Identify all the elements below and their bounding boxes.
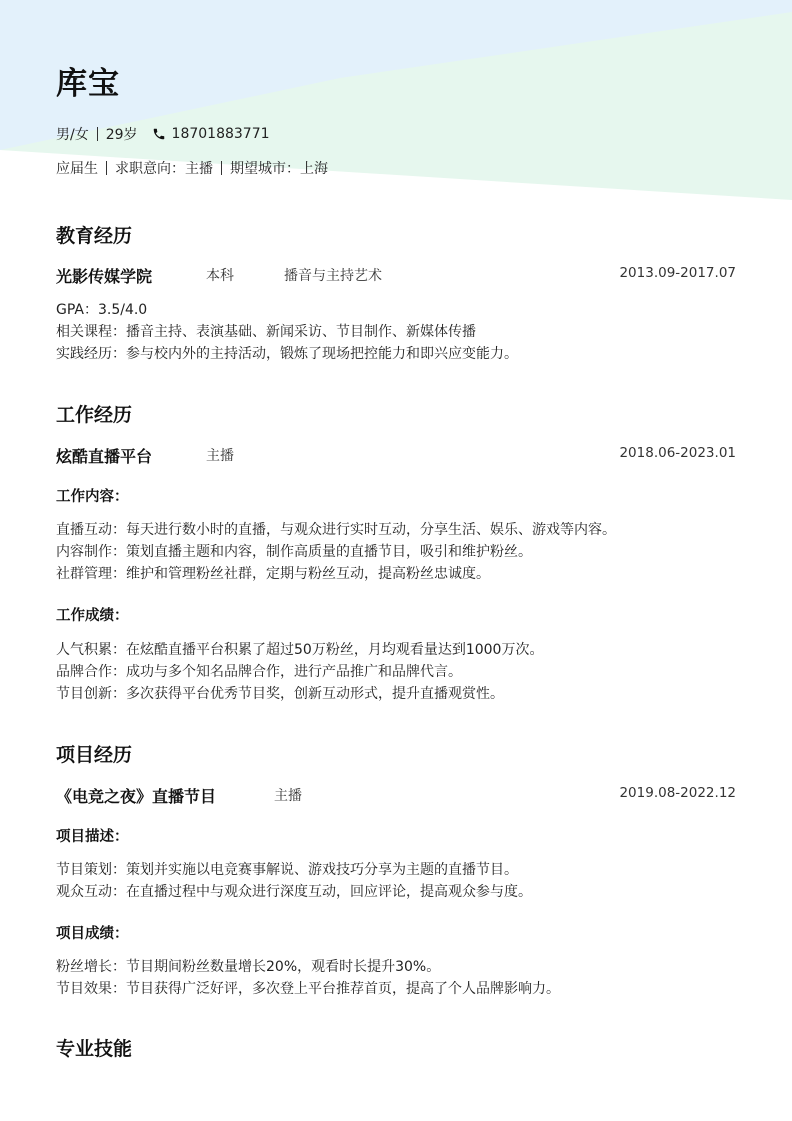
education-line: GPA：3.5/4.0 [56,302,148,318]
skills-section-title: 专业技能 [56,1038,133,1060]
phone-icon [152,127,166,141]
work-content-list [56,519,736,585]
project-name: 《电竞之夜》直播节目 [56,787,217,806]
phone-number: 18701883771 [171,126,270,142]
company-name: 炫酷直播平台 [56,447,153,466]
work-achievement-heading: 工作成绩： [56,608,129,624]
candidate-name: 库宝 [56,66,120,102]
basic-info-line [56,124,270,144]
project-description-heading: 项目描述： [56,829,129,845]
school-name: 光影传媒学院 [56,267,153,286]
work-content-line: 直播互动：每天进行数小时的直播，与观众进行实时互动，分享生活、娱乐、游戏等内容。 [56,522,616,538]
project-achievement-line: 粉丝增长：节目期间粉丝数量增长20%，观看时长提升30%。 [56,959,441,975]
major: 播音与主持艺术 [284,268,382,284]
education-line: 实践经历：参与校内外的主持活动，锻炼了现场把控能力和即兴应变能力。 [56,346,518,362]
project-achievement-list [56,956,736,1000]
project-section-title: 项目经历 [56,744,133,766]
project-entry-header [56,784,736,806]
work-achievement-line: 节目创新：多次获得平台优秀节目奖，创新互动形式，提升直播观赏性。 [56,686,504,702]
project-achievement-heading: 项目成绩： [56,926,129,942]
project-achievement-line: 节目效果：节目获得广泛好评，多次登上平台推荐首页，提高了个人品牌影响力。 [56,981,560,997]
work-achievement-line: 人气积累：在炫酷直播平台积累了超过50万粉丝，月均观看量达到1000万次。 [56,642,544,658]
work-section-title: 工作经历 [56,404,133,426]
gender: 男/女 [56,127,89,143]
job-intent: 求职意向：主播 [115,161,213,177]
project-description-line: 节目策划：策划并实施以电竞赛事解说、游戏技巧分享为主题的直播节目。 [56,862,518,878]
work-content-line: 社群管理：维护和管理粉丝社群，定期与粉丝互动，提高粉丝忠诚度。 [56,566,490,582]
education-section-title: 教育经历 [56,225,133,247]
work-date: 2018.06-2023.01 [619,445,736,461]
divider [97,127,98,141]
work-entry-header [56,444,736,466]
education-line: 相关课程：播音主持、表演基础、新闻采访、节目制作、新媒体传播 [56,324,476,340]
candidate-status: 应届生 [56,161,98,177]
education-details [56,299,736,365]
project-date: 2019.08-2022.12 [619,785,736,801]
work-content-line: 内容制作：策划直播主题和内容，制作高质量的直播节目，吸引和维护粉丝。 [56,544,532,560]
work-achievement-line: 品牌合作：成功与多个知名品牌合作，进行产品推广和品牌代言。 [56,664,462,680]
degree: 本科 [206,268,234,284]
divider [106,161,107,175]
divider [221,161,222,175]
work-content-heading: 工作内容： [56,489,129,505]
age: 29岁 [105,127,138,143]
education-date: 2013.09-2017.07 [619,265,736,281]
project-description-list [56,859,736,903]
job-role: 主播 [206,448,234,464]
job-intent-line [56,158,328,178]
education-entry-header [56,264,736,286]
project-role: 主播 [274,788,302,804]
project-description-line: 观众互动：在直播过程中与观众进行深度互动，回应评论，提高观众参与度。 [56,884,532,900]
expected-city: 期望城市：上海 [230,161,328,177]
work-achievement-list [56,639,736,705]
